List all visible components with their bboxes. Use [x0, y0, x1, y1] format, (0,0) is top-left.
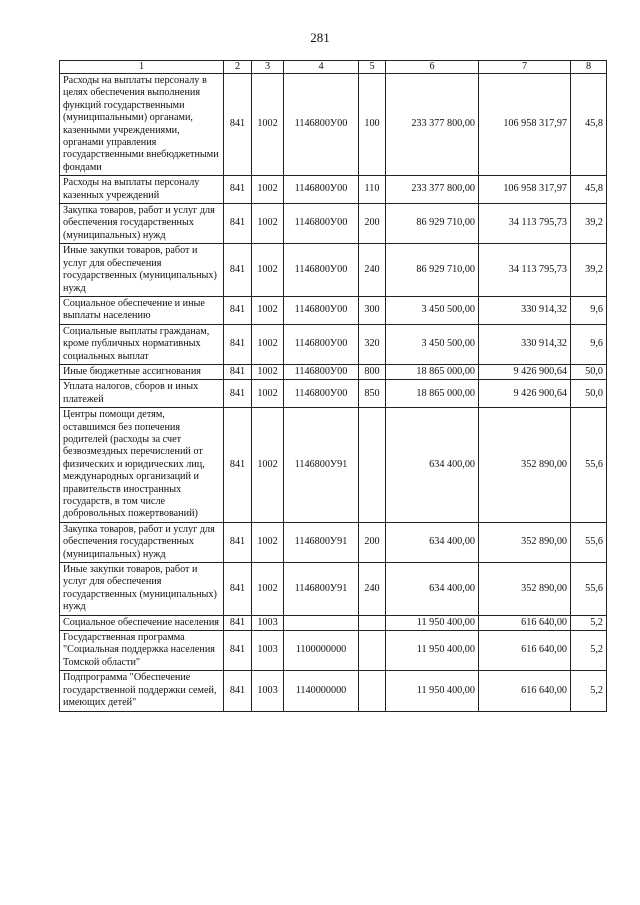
expense-type-cell — [359, 671, 386, 711]
planned-amount-cell: 634 400,00 — [386, 522, 479, 562]
ministry-code-cell: 841 — [224, 563, 252, 616]
section-code-cell: 1002 — [252, 296, 284, 324]
row-name-cell: Расходы на выплаты персоналу в целях обеспечения выполнения функций государственными (муниципальными) органами, казенными учреждениями, органами управления государственными внебюджетными фондами — [60, 74, 224, 176]
actual-amount-cell: 34 113 795,73 — [479, 244, 571, 297]
ministry-code-cell: 841 — [224, 671, 252, 711]
section-code-cell: 1003 — [252, 615, 284, 630]
actual-amount-cell: 106 958 317,97 — [479, 74, 571, 176]
column-header: 5 — [359, 61, 386, 74]
actual-amount-cell: 352 890,00 — [479, 522, 571, 562]
budget-table — [59, 60, 607, 712]
actual-amount-cell: 9 426 900,64 — [479, 364, 571, 379]
actual-amount-cell: 616 640,00 — [479, 615, 571, 630]
ministry-code-cell: 841 — [224, 364, 252, 379]
target-article-cell: 1146800У00 — [284, 380, 359, 408]
expense-type-cell: 110 — [359, 176, 386, 204]
table-row — [60, 244, 607, 297]
percent-cell: 39,2 — [571, 244, 607, 297]
percent-cell: 9,6 — [571, 324, 607, 364]
planned-amount-cell: 11 950 400,00 — [386, 631, 479, 671]
table-row — [60, 522, 607, 562]
section-code-cell: 1002 — [252, 324, 284, 364]
target-article-cell: 1146800У91 — [284, 563, 359, 616]
column-header: 1 — [60, 61, 224, 74]
expense-type-cell: 850 — [359, 380, 386, 408]
page-number: 281 — [310, 30, 330, 45]
target-article-cell: 1146800У00 — [284, 74, 359, 176]
percent-cell: 9,6 — [571, 296, 607, 324]
planned-amount-cell: 86 929 710,00 — [386, 204, 479, 244]
column-header: 6 — [386, 61, 479, 74]
actual-amount-cell: 330 914,32 — [479, 324, 571, 364]
target-article-cell: 1140000000 — [284, 671, 359, 711]
row-name-cell: Социальные выплаты гражданам, кроме публичных нормативных социальных выплат — [60, 324, 224, 364]
target-article-cell — [284, 615, 359, 630]
ministry-code-cell: 841 — [224, 244, 252, 297]
ministry-code-cell: 841 — [224, 204, 252, 244]
table-body — [60, 74, 607, 712]
table-row — [60, 74, 607, 176]
target-article-cell: 1146800У00 — [284, 296, 359, 324]
row-name-cell: Расходы на выплаты персоналу казенных учреждений — [60, 176, 224, 204]
target-article-cell: 1146800У91 — [284, 522, 359, 562]
ministry-code-cell: 841 — [224, 615, 252, 630]
ministry-code-cell: 841 — [224, 631, 252, 671]
table-row — [60, 671, 607, 711]
expense-type-cell: 320 — [359, 324, 386, 364]
actual-amount-cell: 352 890,00 — [479, 563, 571, 616]
row-name-cell: Закупка товаров, работ и услуг для обеспечения государственных (муниципальных) нужд — [60, 204, 224, 244]
table-row — [60, 408, 607, 523]
expense-type-cell — [359, 631, 386, 671]
ministry-code-cell: 841 — [224, 522, 252, 562]
row-name-cell: Социальное обеспечение населения — [60, 615, 224, 630]
planned-amount-cell: 18 865 000,00 — [386, 380, 479, 408]
row-name-cell: Подпрограмма "Обеспечение государственной поддержки семей, имеющих детей" — [60, 671, 224, 711]
planned-amount-cell: 11 950 400,00 — [386, 671, 479, 711]
column-header: 2 — [224, 61, 252, 74]
row-name-cell: Иные закупки товаров, работ и услуг для обеспечения государственных (муниципальных) нужд — [60, 244, 224, 297]
target-article-cell: 1146800У00 — [284, 244, 359, 297]
expense-type-cell: 200 — [359, 522, 386, 562]
expense-type-cell: 240 — [359, 244, 386, 297]
row-name-cell: Социальное обеспечение и иные выплаты населению — [60, 296, 224, 324]
target-article-cell: 1146800У00 — [284, 204, 359, 244]
section-code-cell: 1002 — [252, 74, 284, 176]
actual-amount-cell: 352 890,00 — [479, 408, 571, 523]
section-code-cell: 1003 — [252, 671, 284, 711]
target-article-cell: 1100000000 — [284, 631, 359, 671]
percent-cell: 5,2 — [571, 615, 607, 630]
column-header: 4 — [284, 61, 359, 74]
table-row — [60, 204, 607, 244]
column-header: 3 — [252, 61, 284, 74]
expense-type-cell — [359, 615, 386, 630]
table-row — [60, 364, 607, 379]
planned-amount-cell: 233 377 800,00 — [386, 74, 479, 176]
expense-type-cell: 100 — [359, 74, 386, 176]
expense-type-cell: 800 — [359, 364, 386, 379]
actual-amount-cell: 616 640,00 — [479, 631, 571, 671]
row-name-cell: Иные закупки товаров, работ и услуг для обеспечения государственных (муниципальных) нужд — [60, 563, 224, 616]
target-article-cell: 1146800У91 — [284, 408, 359, 523]
planned-amount-cell: 233 377 800,00 — [386, 176, 479, 204]
percent-cell: 50,0 — [571, 380, 607, 408]
ministry-code-cell: 841 — [224, 74, 252, 176]
section-code-cell: 1002 — [252, 563, 284, 616]
planned-amount-cell: 634 400,00 — [386, 563, 479, 616]
table-row — [60, 324, 607, 364]
planned-amount-cell: 634 400,00 — [386, 408, 479, 523]
percent-cell: 5,2 — [571, 671, 607, 711]
percent-cell: 55,6 — [571, 408, 607, 523]
ministry-code-cell: 841 — [224, 324, 252, 364]
expense-type-cell: 240 — [359, 563, 386, 616]
target-article-cell: 1146800У00 — [284, 364, 359, 379]
row-name-cell: Закупка товаров, работ и услуг для обеспечения государственных (муниципальных) нужд — [60, 522, 224, 562]
section-code-cell: 1002 — [252, 408, 284, 523]
actual-amount-cell: 9 426 900,64 — [479, 380, 571, 408]
expense-type-cell: 200 — [359, 204, 386, 244]
percent-cell: 55,6 — [571, 522, 607, 562]
section-code-cell: 1002 — [252, 204, 284, 244]
percent-cell: 45,8 — [571, 176, 607, 204]
actual-amount-cell: 106 958 317,97 — [479, 176, 571, 204]
table-row — [60, 296, 607, 324]
ministry-code-cell: 841 — [224, 408, 252, 523]
expense-type-cell — [359, 408, 386, 523]
planned-amount-cell: 86 929 710,00 — [386, 244, 479, 297]
table-row — [60, 631, 607, 671]
actual-amount-cell: 34 113 795,73 — [479, 204, 571, 244]
percent-cell: 45,8 — [571, 74, 607, 176]
section-code-cell: 1002 — [252, 364, 284, 379]
expense-type-cell: 300 — [359, 296, 386, 324]
row-name-cell: Центры помощи детям, оставшимся без попечения родителей (расходы за счет безвозмездных перечислений от физических и юридических лиц, международных организаций и правительств иностранных государств, в том числе добровольных пожертвований) — [60, 408, 224, 523]
planned-amount-cell: 3 450 500,00 — [386, 296, 479, 324]
ministry-code-cell: 841 — [224, 296, 252, 324]
section-code-cell: 1003 — [252, 631, 284, 671]
ministry-code-cell: 841 — [224, 176, 252, 204]
target-article-cell: 1146800У00 — [284, 324, 359, 364]
planned-amount-cell: 3 450 500,00 — [386, 324, 479, 364]
column-header: 7 — [479, 61, 571, 74]
table-row — [60, 176, 607, 204]
percent-cell: 50,0 — [571, 364, 607, 379]
row-name-cell: Иные бюджетные ассигнования — [60, 364, 224, 379]
table-header-row — [60, 61, 607, 74]
section-code-cell: 1002 — [252, 380, 284, 408]
table-row — [60, 615, 607, 630]
row-name-cell: Уплата налогов, сборов и иных платежей — [60, 380, 224, 408]
section-code-cell: 1002 — [252, 522, 284, 562]
section-code-cell: 1002 — [252, 244, 284, 297]
section-code-cell: 1002 — [252, 176, 284, 204]
actual-amount-cell: 616 640,00 — [479, 671, 571, 711]
percent-cell: 5,2 — [571, 631, 607, 671]
table-row — [60, 380, 607, 408]
planned-amount-cell: 11 950 400,00 — [386, 615, 479, 630]
table-row — [60, 563, 607, 616]
target-article-cell: 1146800У00 — [284, 176, 359, 204]
actual-amount-cell: 330 914,32 — [479, 296, 571, 324]
row-name-cell: Государственная программа "Социальная поддержка населения Томской области" — [60, 631, 224, 671]
percent-cell: 39,2 — [571, 204, 607, 244]
ministry-code-cell: 841 — [224, 380, 252, 408]
planned-amount-cell: 18 865 000,00 — [386, 364, 479, 379]
column-header: 8 — [571, 61, 607, 74]
percent-cell: 55,6 — [571, 563, 607, 616]
